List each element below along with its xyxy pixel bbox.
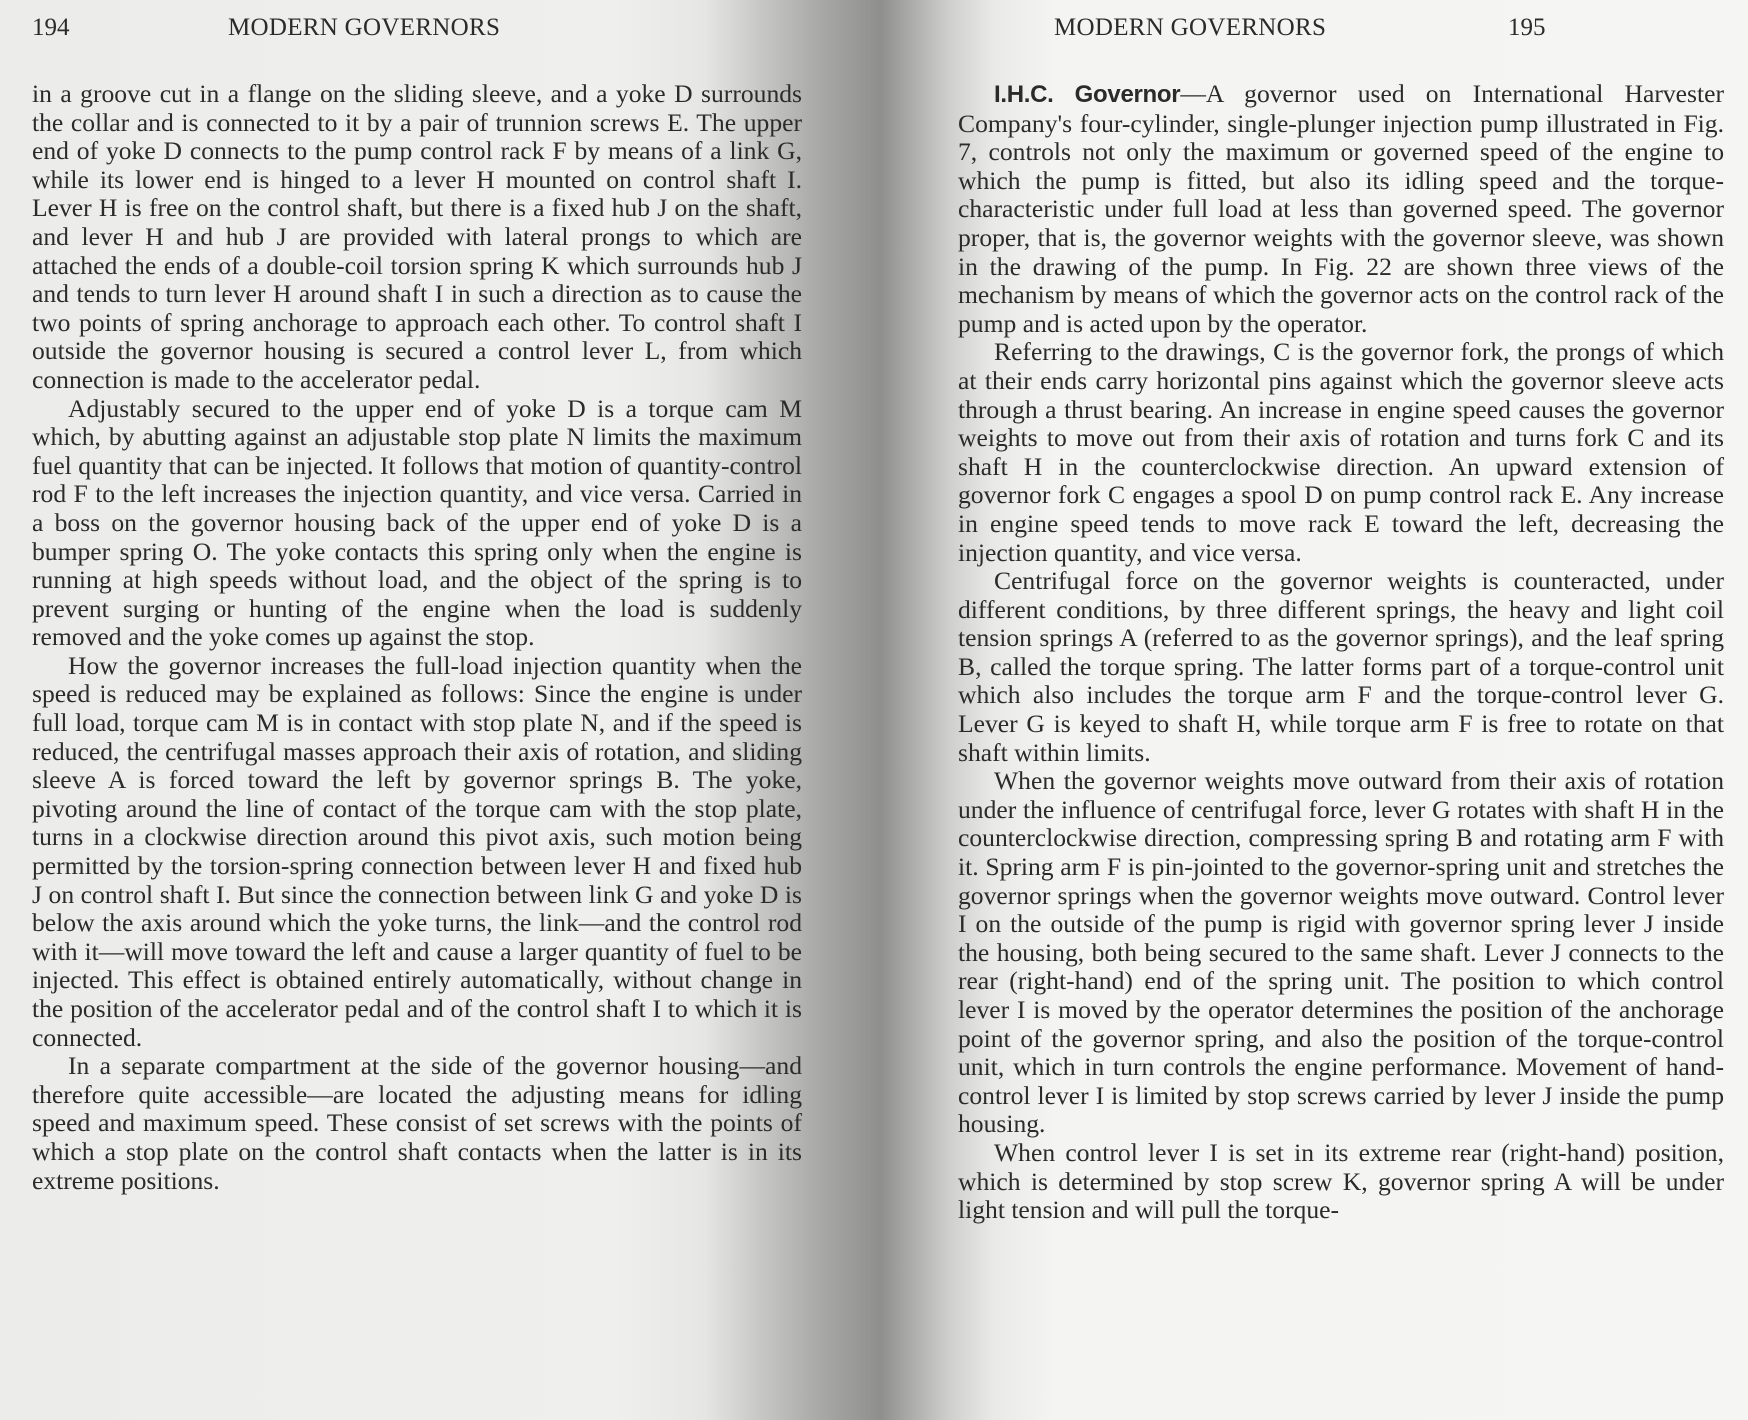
paragraph: In a separate compartment at the side of the governor housing—and therefore quite accessible—are located the adjusting means for idling speed and maximum speed. These consist of set screws with the points of which a stop plate on the control shaft contacts when the latter is in its extreme positions. (32, 1051, 802, 1195)
paragraph: in a groove cut in a flange on the sliding sleeve, and a yoke D surrounds the collar and is connected to it by a pair of trunnion screws E. The upper end of yoke D connects to the pump control rack F by means of a link G, while its lower end is hinged to a lever H mounted on control shaft I. Lever H is free on the control shaft, but there is a fixed hub J on the shaft, and lever H and hub J are provided with lateral prongs to which are attached the ends of a double-coil torsion spring K which surrounds hub J and tends to turn lever H around shaft I in such a direction as to cause the two points of spring anchorage to approach each other. To control shaft I outside the governor housing is secured a control lever L, from which connection is made to the accelerator pedal. (32, 79, 802, 394)
paragraph-text: —A governor used on International Harvester Company's four-cylinder, single-plunger injection pump illustrated in Fig. 7, controls not only the maximum or governed speed of the engine to which the pump is fitted, but also its idling speed and the torque-characteristic under full load at less than governed speed. The governor proper, that is, the governor weights with the governor sleeve, was shown in the drawing of the pump. In Fig. 22 are shown three views of the mechanism by means of which the governor acts on the control rack of the pump and is acted upon by the operator. (958, 79, 1724, 338)
paragraph: Adjustably secured to the upper end of yoke D is a torque cam M which, by abutting against an adjustable stop plate N limits the maximum fuel quantity that can be injected. It follows that motion of quantity-control rod F to the left increases the injection quantity, and vice versa. Carried in a boss on the governor housing back of the upper end of yoke D is a bumper spring O. The yoke contacts this spring only when the engine is running at high speeds without load, and the object of the spring is to prevent surging or hunting of the engine when the load is suddenly removed and the yoke comes up against the stop. (32, 393, 802, 652)
paragraph: Centrifugal force on the governor weights is counteracted, under different conditions, by three different springs, the heavy and light coil tension springs A (referred to as the governor springs), and the leaf spring B, called the torque spring. The latter forms part of a torque-control unit which also includes the torque arm F and the torque-control lever G. Lever G is keyed to shaft H, while torque arm F is free to rotate on that shaft within limits. (958, 566, 1724, 767)
page-number-right: 195 (1508, 14, 1546, 41)
paragraph: How the governor increases the full-load injection quantity when the speed is reduced may be explained as follows: Since the engine is under full load, torque cam M is in contact with stop plate N, and if the speed is reduced, the centrifugal masses approach their axis of rotation, and sliding sleeve A is forced toward the left by governor springs B. The yoke, pivoting around the line of contact of the torque cam with the stop plate, turns in a clockwise direction around this pivot axis, such motion being permitted by the torsion-spring connection between lever H and fixed hub J on control shaft I. But since the connection between link G and yoke D is below the axis around which the yoke turns, the link—and the control rod with it—will move toward the left and cause a larger quantity of fuel to be injected. This effect is obtained entirely automatically, without change in the position of the accelerator pedal and of the control shaft I to which it is connected. (32, 650, 802, 1052)
left-page-body (32, 80, 802, 1195)
section-paragraph (958, 80, 1724, 338)
paragraph: When the governor weights move outward from their axis of rotation under the influence of centrifugal force, lever G rotates with shaft H in the counterclockwise direction, compressing spring B and rotating arm F with it. Spring arm F is pin-jointed to the governor-spring unit and stretches the governor springs when the governor weights move outward. Control lever I on the outside of the pump is rigid with governor spring lever J inside the housing, both being secured to the same shaft. Lever J connects to the rear (right-hand) end of the spring unit. The position to which control lever I is moved by the operator determines the position of the anchorage point of the governor spring, and also the position of the torque-control unit, which in turn controls the engine performance. Movement of hand-control lever I is limited by stop screws carried by lever J inside the pump housing. (958, 766, 1724, 1139)
section-heading: I.H.C. Governor (994, 81, 1181, 108)
paragraph: Referring to the drawings, C is the governor fork, the prongs of which at their ends carry horizontal pins against which the governor sleeve acts through a thrust bearing. An increase in engine speed causes the governor weights to move out from their axis of rotation and turns fork C and its shaft H in the counterclockwise direction. An upward extension of governor fork C engages a spool D on pump control rack E. Any increase in engine speed tends to move rack E toward the left, decreasing the injection quantity, and vice versa. (958, 337, 1724, 567)
running-head-right: MODERN GOVERNORS (1054, 14, 1327, 41)
paragraph: When control lever I is set in its extreme rear (right-hand) position, which is determined by stop screw K, governor spring A will be under light tension and will pull the torque- (958, 1137, 1724, 1225)
right-page-body (958, 80, 1724, 1225)
running-head-left: MODERN GOVERNORS (228, 14, 501, 41)
page-number-left: 194 (32, 14, 70, 41)
